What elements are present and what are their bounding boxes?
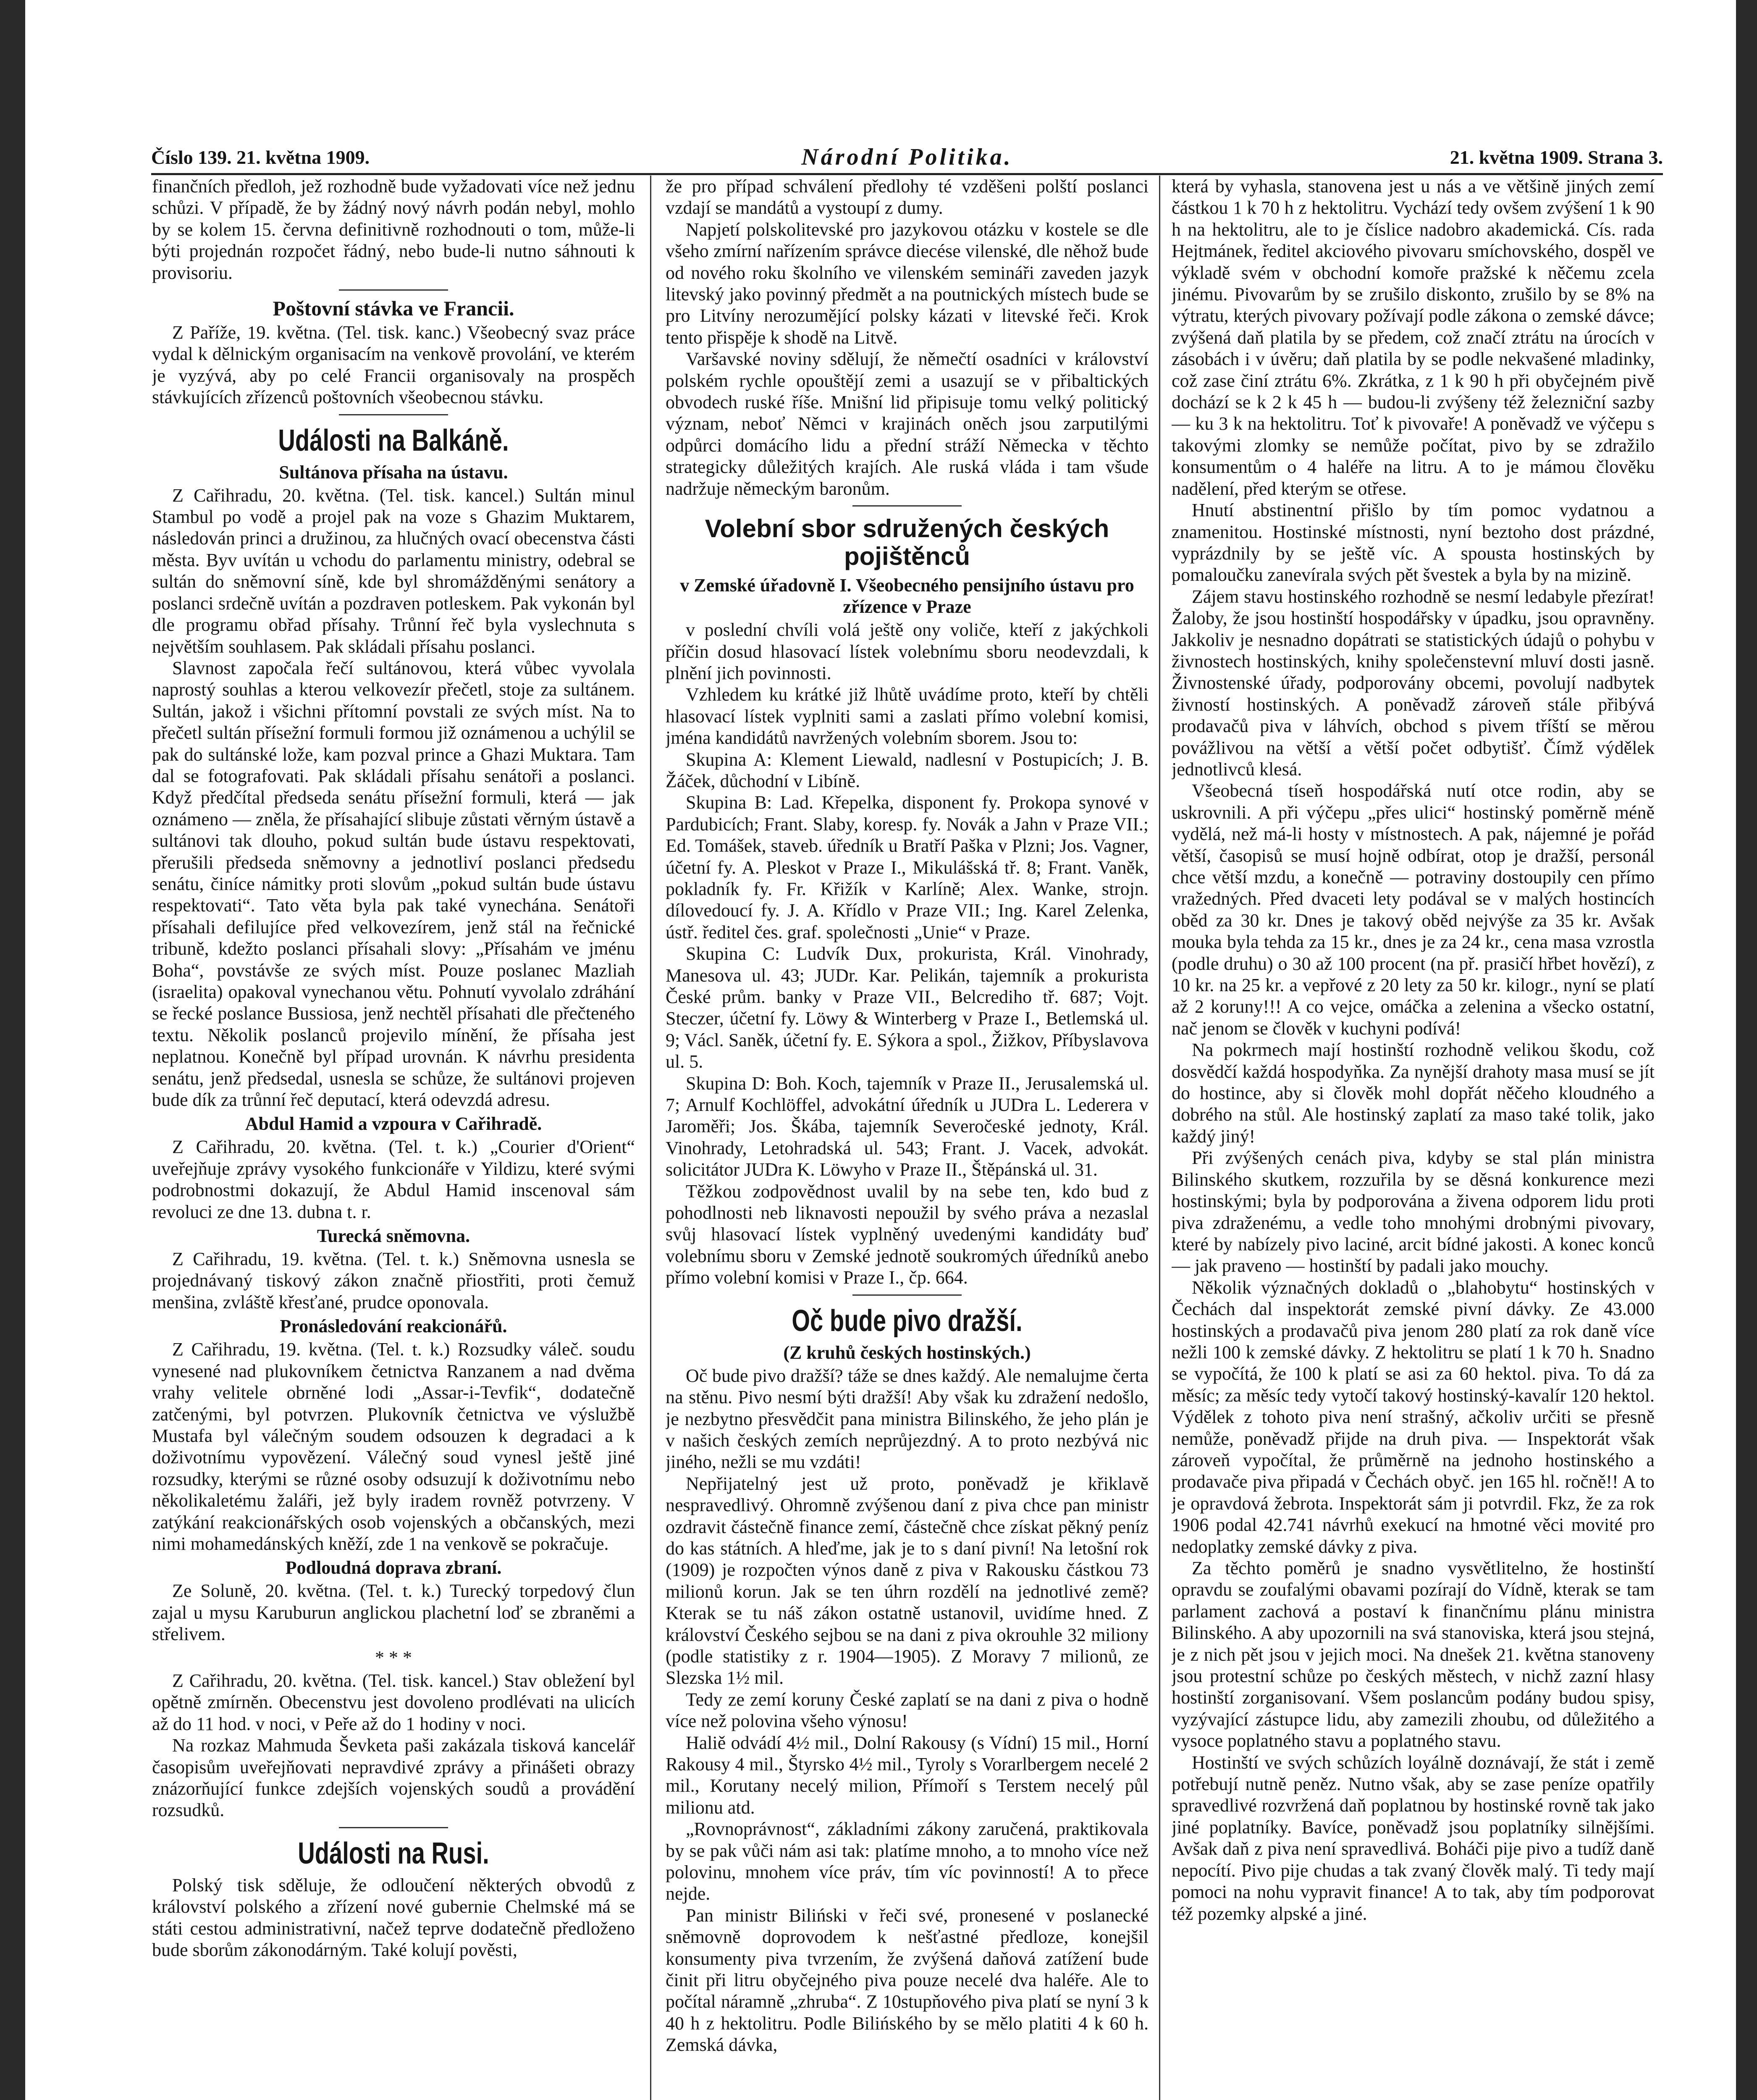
paragraph: Varšavské noviny sdělují, že němečtí osadníci v království polském rychle opouštějí zemi a usazují se v přibaltických obvodech ruské říše. Mnišní lid připisuje tomu velký politický význam, neboť Němci v krajinách oněch jsou zarputilými odpůrci domácího lidu a přední stráží Německa v těchto strategicky důležitých krajích. Ale ruská vláda i tam všude nadržuje německým baronům. bbox=[666, 349, 1149, 499]
paragraph: Napjetí polskolitevské pro jazykovou otázku v kostele se dle všeho zmírní nařízením správce diecése vilenské, dle něhož bude od nového roku školního ve vilenském semináři zaveden jazyk litevský jako povinný předmět a na poutnických místech bude se pro Litvíny nerozumějící polsky kázati v litevské řeči. Krok tento přispěje k shodě na Litvě. bbox=[666, 219, 1149, 348]
paragraph: Z Cařihradu, 20. května. (Tel. tisk. kancel.) Sultán minul Stambul po vodě a projel pak na voze s Ghazim Muktarem, následován princi a družinou, za hlučných ovací obecenstva části města. Byv uvítán u vchodu do parlamentu ministry, odebral se sultán do sněmovní síně, kde byl shromážděnými senátory a poslanci srdečně uvítán a pozdraven potleskem. Pak vykonán byl dle programu obřad přísahy. Trůnní řeč byla vyslechnuta s největším souhlasem. Pak skládali přísahu poslanci. bbox=[152, 485, 635, 657]
divider bbox=[339, 414, 448, 415]
divider bbox=[852, 1294, 962, 1296]
divider bbox=[339, 289, 448, 291]
scan-left-edge bbox=[0, 0, 25, 2100]
paragraph: Z Paříže, 19. května. (Tel. tisk. kanc.) Všeobecný svaz práce vydal k dělnickým organisacím na venkově provolání, ve kterém je vyzývá, aby po celé Francii organisovaly na prospěch stávkujících zřízenců poštovních všeobecnou stávku. bbox=[152, 322, 635, 408]
header-issue-date: Číslo 139. 21. května 1909. bbox=[151, 147, 370, 168]
article-heading: Poštovní stávka ve Francii. bbox=[273, 297, 514, 320]
paragraph: v poslední chvíli volá ještě ony voliče, kteří z jakýchkoli příčin dosud hlasovací lístek volebnímu sboru neodevzdali, k plnění jich povinnosti. bbox=[666, 620, 1149, 683]
paragraph: že pro případ schválení předlohy té vzděšeni polští poslanci vzdají se mandátů a vystoupí z dumy. bbox=[666, 176, 1149, 218]
paragraph: Hnutí abstinentní přišlo by tím pomoc vydatnou a znamenitou. Hostinské místnosti, nyní beztoho dost prázdné, vyprázdnily by se ještě víc. A spousta hostinských by pomaloučku zanevírala svých pět švestek a byla by na mizině. bbox=[1172, 500, 1655, 585]
paragraph: Těžkou zodpovědnost uvalil by na sebe ten, kdo bud z pohodlnosti neb liknavosti nepoužil by svého práva a nezaslal svůj hlasovací lístek vyplněný uvedenými kandidáty buď volebnímu sboru v Zemské jednotě soukromých úředníků anebo přímo volební komisi v Praze I., čp. 664. bbox=[666, 1181, 1149, 1288]
page-header bbox=[151, 144, 1663, 175]
paragraph: Z Cařihradu, 19. května. (Tel. t. k.) Rozsudky váleč. soudu vynesené nad plukovníkem četnictva Ranzanem a nad dvěma vrahy velitele obrněné lodi „Assar-i-Tevfik“, dodatečně zatčenými, byl potvrzen. Plukovník četnictva ve výslužbě Mustafa byl válečným soudem odsouzen k degradaci a k doživotnímu vypovězení. Válečný soud vynesl ještě jiné rozsudky, kterými se různé osoby odsuzují k doživotnímu nebo několikaletému žaláři, jež byly iradem rovněž potvrzeny. V zatýkání reakcionářských osob vojenských a občanských, mezi nimi mohamedánských kněží, zde 1 na venkově se pokračuje. bbox=[152, 1339, 635, 1554]
subheading: Podloudná doprava zbraní. bbox=[285, 1557, 502, 1578]
section-heading: Volební sbor sdružených českých pojištěnců bbox=[705, 514, 1109, 571]
column-rule bbox=[650, 176, 651, 2100]
column-rule bbox=[1159, 176, 1160, 2100]
paragraph: Vzhledem ku krátké již lhůtě uvádíme proto, kteří by chtěli hlasovací lístek vyplniti sami a zaslati přímo volební komisi, jména kandidátů navržených volebním sborem. Jsou to: bbox=[666, 684, 1149, 748]
paragraph: finančních předloh, jež rozhodně bude vyžadovati více než jednu schůzi. V případě, že by žádný nový návrh podán nebyl, mohlo by se kolem 15. června definitivně rozhodnouti o tom, může-li býti projednán rozpočet řádný, nebo bude-li nutno sáhnouti k provisoriu. bbox=[152, 176, 635, 283]
paragraph: Na rozkaz Mahmuda Ševketa paši zakázala tisková kancelář časopisům uveřejňovati nepravdivé zprávy a přinášeti obrazy znázorňující funkce zdejších vojenských soudů a provádění rozsudků. bbox=[152, 1735, 635, 1821]
paragraph: Nepřijatelný jest už proto, poněvadž je křiklavě nespravedlivý. Ohromně zvýšenou daní z piva chce pan ministr ozdravit částečně finance zemí, částečně chce získat pěkný peníz do kas státních. A hleďme, jak je to s daní pivní! Na letošní rok (1909) je rozpočten výnos daně z piva v Rakousku částkou 73 milionů korun. Jak se ten úhrn rozdělí na jednotlivé země? Kterak se tu náš zákon ostatně ustanovil, uvidíme hned. Z království Českého sejbou se na dani z piva okrouhle 32 miliony (podle statistiky z r. 1904—1905). Z Moravy 7 milionů, ze Slezska 1½ mil. bbox=[666, 1473, 1149, 1688]
divider bbox=[339, 1827, 448, 1828]
section-heading: Události na Balkáně. bbox=[278, 423, 509, 457]
paragraph: Skupina D: Boh. Koch, tajemník v Praze II., Jerusalemská ul. 7; Arnulf Kochlöffel, advokátní úředník u JUDra L. Lederera v Jaroměři; Jos. Škába, tajemník Severočeské jednoty, Král. Vinohrady, Letohradská ul. 543; Frant. J. Vacek, advokát. solicitátor JUDra K. Löwyho v Praze II., Štěpánská ul. 31. bbox=[666, 1073, 1149, 1180]
paragraph: Zájem stavu hostinského rozhodně se nesmí ledabyle přezírat! Žaloby, že jsou hostinští hospodářsky v úpadku, jsou opravněny. Jakkoliv je nesnadno dopátrati se statistických údajů o pohybu v živnostech hostinských, knihy společenstevní mluví dosti jasně. Živnostenské úřady, podporovány obcemi, povolují nadbytek živností hostinských. A poněvadž zároveň stále přibývá prodavačů piva v láhvích, obchod s pivem tříští se měrou povážlivou na větší a větší počet odbytišť. Čímž výdělek jednotlivců klesá. bbox=[1172, 586, 1655, 780]
paragraph: Skupina B: Lad. Křepelka, disponent fy. Prokopa synové v Pardubicích; Frant. Slaby, koresp. fy. Novák a Jahn v Praze VII.; Ed. Tomášek, staveb. úředník u Bratří Paška v Plzni; Jos. Vagner, účetní fy. A. Pleskot v Praze I., Mikulášská tř. 8; Frant. Vaněk, pokladník fy. Fr. Křižík v Karlíně; Alex. Wanke, strojn. dílovedoucí fy. J. A. Křídlo v Praze VII.; Ing. Karel Zelenka, ústř. ředitel čes. graf. společnosti „Unie“ v Praze. bbox=[666, 792, 1149, 942]
paragraph: Ze Soluně, 20. května. (Tel. t. k.) Turecký torpedový člun zajal u mysu Karuburun anglickou plachetní loď se zbraněmi a střelivem. bbox=[152, 1580, 635, 1645]
paragraph: Oč bude pivo dražší? táže se dnes každý. Ale nemalujme čerta na stěnu. Pivo nesmí býti dražší! Aby však ku zdražení nedošlo, je nezbytno přesvědčit pana ministra Bilinského, že jeho plán je v našich českých zemích neprůjezdný. A to proto nezbývá nic jiného, nežli se mu vzdáti! bbox=[666, 1365, 1149, 1473]
masthead-title: Národní Politika. bbox=[801, 144, 1013, 170]
paragraph: Tedy ze zemí koruny České zaplatí se na dani z piva o hodně více než polovina všeho výnosu! bbox=[666, 1689, 1149, 1732]
column-2 bbox=[666, 176, 1149, 2100]
paragraph: Z Cařihradu, 20. května. (Tel. tisk. kancel.) Stav obležení byl opětně zmírněn. Obecenstvu jest dovoleno prodlévati na ulicích až do 11 hod. v noci, v Peře až do 1 hodiny v noci. bbox=[152, 1670, 635, 1734]
paragraph: Několik význačných dokladů o „blahobytu“ hostinských v Čechách dal inspektorát zemské pivní dávky. Ze 43.000 hostinských a prodavačů piva jenom 280 platí za rok daně více nežli 100 k zemské dávky. Z hektolitru se platí 1 k 70 h. Snadno se vypočítá, že 100 k platí se asi za 60 hektol. piva. To dá za měsíc; za měsíc tedy vytočí takový hostinský-kavalír 120 hektol. Výdělek z tohoto piva není strašný, ačkoliv určiti se přesně nemůže, poněvadž přijde na druh piva. — Inspektorát však zároveň vypočítal, že průměrně na jednoho hostinského a prodavače piva připadá v Čechách obyč. jen 165 hl. ročně!! A to je opravdová žebrota. Inspektorát sám ji potvrdil. Fkz, že za rok 1906 podal 42.741 návrhů exekucí na hmotné věci movité pro nedoplatky zemské dávky z piva. bbox=[1172, 1277, 1655, 1557]
column-1 bbox=[152, 176, 635, 2100]
subheading: Turecká sněmovna. bbox=[317, 1226, 470, 1247]
section-heading: Události na Rusi. bbox=[298, 1836, 489, 1870]
subheading: Pronásledování reakcionářů. bbox=[280, 1316, 507, 1337]
paragraph: Pan ministr Biliński v řeči své, pronesené v poslanecké sněmovně doprovodem k nešťastné předloze, konejšil konsumenty piva tvrzením, že zvýšená daňová zatížení bude činit při litru obyčejného piva pouze necelé dva haléře. Ale to počítal náramně „zhruba“. Z 10stupňového piva platí se nyní 3 k 40 h z hektolitru. Podle Bilińského by se mělo platiti 4 k 60 h. Zemská dávka, bbox=[666, 1905, 1149, 2055]
section-heading: Oč bude pivo dražší. bbox=[792, 1304, 1023, 1338]
subheading: (Z kruhů českých hostinských.) bbox=[783, 1342, 1031, 1363]
paragraph: Z Cařihradu, 19. května. (Tel. t. k.) Sněmovna usnesla se projednávaný tiskový zákon značně přiostřiti, proti čemuž menšina, zvláště křesťané, prudce oponovala. bbox=[152, 1249, 635, 1312]
paragraph: která by vyhasla, stanovena jest u nás a ve většině jiných zemí částkou 1 k 70 h z hektolitru. Vychází tedy ovšem zvýšení 1 k 90 h na hektolitru, ale to je číslice nadobro akademická. Cís. rada Hejtmánek, ředitel akciového pivovaru smíchovského, dospěl ve výkladě svém v obchodní komoře pražské k něčemu zcela jinému. Pivovarům by se zrušilo diskonto, zrušilo by se 8% na výtratu, kterých pivovary požívají podle zákona o zemské dávce; zvýšená daň platila by se předem, což značí ztrátu na úrocích v zásobách i v úvěru; daň platila by se podle nekvašené mladinky, což zase činí ztrátu 6%. Zkrátka, z 1 k 90 h při obyčejném pivě dochází se k 2 k 45 h — budou-li zvýšeny též železniční sazby — ku 3 k na hektolitru. Toť k pivovaře! A poněvadž ve výčepu s takovými zlomky se nemůže počítat, pivo by se zdražilo konsumentům o 4 haléře na litru. A to je mámou člověku nadělení, před kterým se otřese. bbox=[1172, 176, 1655, 499]
paragraph: Všeobecná tíseň hospodářská nutí otce rodin, aby se uskrovnili. A při výčepu „přes ulici“ hostinský poměrně méně vydělá, než má-li hosty v místnostech. A pak, nájemné je pořád větší, časopisů se musí hojně odbírat, otop je dražší, personál chce větší mzdu, a konečně — potraviny dostoupily cen přímo vražedných. Před dvaceti lety podával se v malých hostincích oběd za 30 kr. Dnes je takový oběd nejvýše za 35 kr. Avšak mouka byla tehda za 15 kr., dnes je za 24 kr., cena masa vzrostla (podle druhu) o 30 až 100 procent (na př. prasičí hřbet hovězí), z 10 kr. na 25 kr. a vepřové z 20 lety za 50 kr. kilogr., nyní se platí až 2 koruny!!! A co vejce, omáčka a zelenina a všecko ostatní, nač jenom se člověk v kuchyni podívá! bbox=[1172, 780, 1655, 1039]
paragraph: Za těchto poměrů je snadno vysvětlitelno, že hostinští opravdu se zoufalými obavami pozírají do Vídně, kterak se tam parlament zachová a postaví k finančnímu plánu ministra Bilinského. A aby upozornili na svá stanoviska, která jsou stejná, je z nich pět jsou v jejich moci. Na dnešek 21. května stanoveny jsou protestní schůze po českých městech, v nichž zazní hlasy hostinští zorganisovaní. Všem poslancům podány budou spisy, vyzývající zástupce lidu, aby zamezili zhoubu, od důležitého a vysoce poplatného stavu a poplatného stavu. bbox=[1172, 1558, 1655, 1751]
paragraph: Z Cařihradu, 20. května. (Tel. t. k.) „Courier d'Orient“ uveřejňuje zprávy vysokého funkcionáře v Yildizu, které svými podrobnostmi dokazují, že Abdul Hamid inscenoval sám revoluci ze dne 13. dubna t. r. bbox=[152, 1137, 635, 1222]
scan-right-edge bbox=[1736, 0, 1757, 2100]
divider bbox=[852, 505, 962, 507]
paragraph: Skupina A: Klement Liewald, nadlesní v Postupicích; J. B. Žáček, důchodní v Libíně. bbox=[666, 749, 1149, 791]
paragraph: Slavnost započala řečí sultánovou, která vůbec vyvolala naprostý souhlas a kterou velkovezír přečetl, stoje za sultánem. Sultán, jakož i všichni přítomní povstali ze svých míst. Na to přečetl sultán přísežní formuli formou již oznámenou a uchýlil se pak do sultánské lože, kam pozval prince a Ghazi Muktara. Tam dal se fotografovati. Pak skládali přísahu senátoři a poslanci. Když předčítal předseda senátu přísežní formuli, která — jak oznámeno — zněla, že přísahající slibuje zůstati věrným ústavě a sultánovi tak dlouho, pokud sultán bude ústavu respektovati, přerušili předseda sněmovny a jednotliví poslanci předsedu senátu, činíce námitky proti slovům „pokud sultán bude ústavu respektovati“. Tato věta byla pak také vynechána. Senátoři přísahali defilujíce před velkovezírem, jenž stál na řečnické tribuně, kdežto poslanci přísahali slovy: „Přísahám ve jménu Boha“, povstávše ze svých míst. Pouze poslanec Mazliah (israelita) opakoval vynechanou větu. Pohnutí vyvolalo zdráhání se řecké poslance Bussiosa, jenž nechtěl přísahati dle přečteného textu. Několik poslanců projevilo mínění, že přísaha jest neplatnou. Konečně byl případ urovnán. K návrhu presidenta senátu, jenž předsedal, usnesla se schůze, že sultánovi projeven bude dík za trůnní řeč deputací, která odevzdá adresu. bbox=[152, 657, 635, 1110]
paragraph: „Rovnoprávnost“, základními zákony zaručená, praktikovala by se pak vůči nám asi tak: platíme mnoho, a to mnoho více než polovinu, mnohem více práv, tím víc povinností! A to přece nejde. bbox=[666, 1819, 1149, 1904]
column-3 bbox=[1172, 176, 1655, 2100]
paragraph: Polský tisk sděluje, že odloučení některých obvodů z království polského a zřízení nové gubernie Chelmské má se státi cestou administrativní, načež teprve dodatečně předloženo bude sborům zákonodárným. Také kolují pověsti, bbox=[152, 1874, 635, 1961]
paragraph: Při zvýšených cenách piva, kdyby se stal plán ministra Bilinského skutkem, rozzuřila by se děsná konkurence mezi hostinskými; byla by podporována a živena odporem lidu proti piva zdraženému, a vedle toho mnohými drobnými pivovary, které by nabízely pivo laciné, arcit bídné jakosti. A konec konců — jak praveno — hostinští by padali jako mouchy. bbox=[1172, 1147, 1655, 1276]
subheading: Sultánova přísaha na ústavu. bbox=[279, 462, 508, 483]
paragraph: Haliě odvádí 4½ mil., Dolní Rakousy (s Vídní) 15 mil., Horní Rakousy 4 mil., Štyrsko 4½ mil., Tyroly s Vorarlbergem necelé 2 mil., Korutany necelý milion, Přímoří s Terstem necelý půl milionu atd. bbox=[666, 1732, 1149, 1818]
subheading: Abdul Hamid a vzpoura v Cařihradě. bbox=[245, 1113, 542, 1134]
paragraph: Skupina C: Ludvík Dux, prokurista, Král. Vinohrady, Manesova ul. 43; JUDr. Kar. Pelikán, tajemník a prokurista České prům. banky v Praze VII., Belcrediho tř. 687; Vojt. Steczer, účetní fy. Löwy & Winterberg v Praze I., Betlemská ul. 9; Václ. Saněk, účetní fy. E. Sýkora a spol., Žižkov, Příbyslavova ul. 5. bbox=[666, 943, 1149, 1072]
paragraph: Hostinští ve svých schůzích loyálně doznávají, že stát i země potřebují nutně peněz. Nutno však, aby se zase peníze opatřily spravedlivé rozvržená daň poplatnou by hostinské rovně tak jako jiné poplatníky. Bavíce, poněvadž jsou poplatníky silnějšími. Avšak daň z piva není spravedlivá. Boháči pije pivo a tudíž daně nepocítí. Pivo pije chudas a tak zvaný člověk malý. Ti tedy mají pomoci na nohu vypravit finance! A to tak, aby tím podporovat též pozemky alpské a jiné. bbox=[1172, 1752, 1655, 1924]
header-date-page: 21. května 1909. Strana 3. bbox=[1450, 147, 1663, 168]
subheading: v Zemské úřadovně I. Všeobecného pensijního ústavu pro zřízence v Praze bbox=[680, 575, 1134, 617]
paragraph: Na pokrmech mají hostinští rozhodně velikou škodu, což dosvědčí každá hospodyňka. Za nynější drahoty masa musí se jít do hostince, aby si člověk mohl dopřát něčeho kloudného a dobrého na stůl. Ale hostinský zaplatí za maso také tolik, jako každý jiný! bbox=[1172, 1040, 1655, 1147]
section-stars: * * * bbox=[375, 1647, 412, 1668]
